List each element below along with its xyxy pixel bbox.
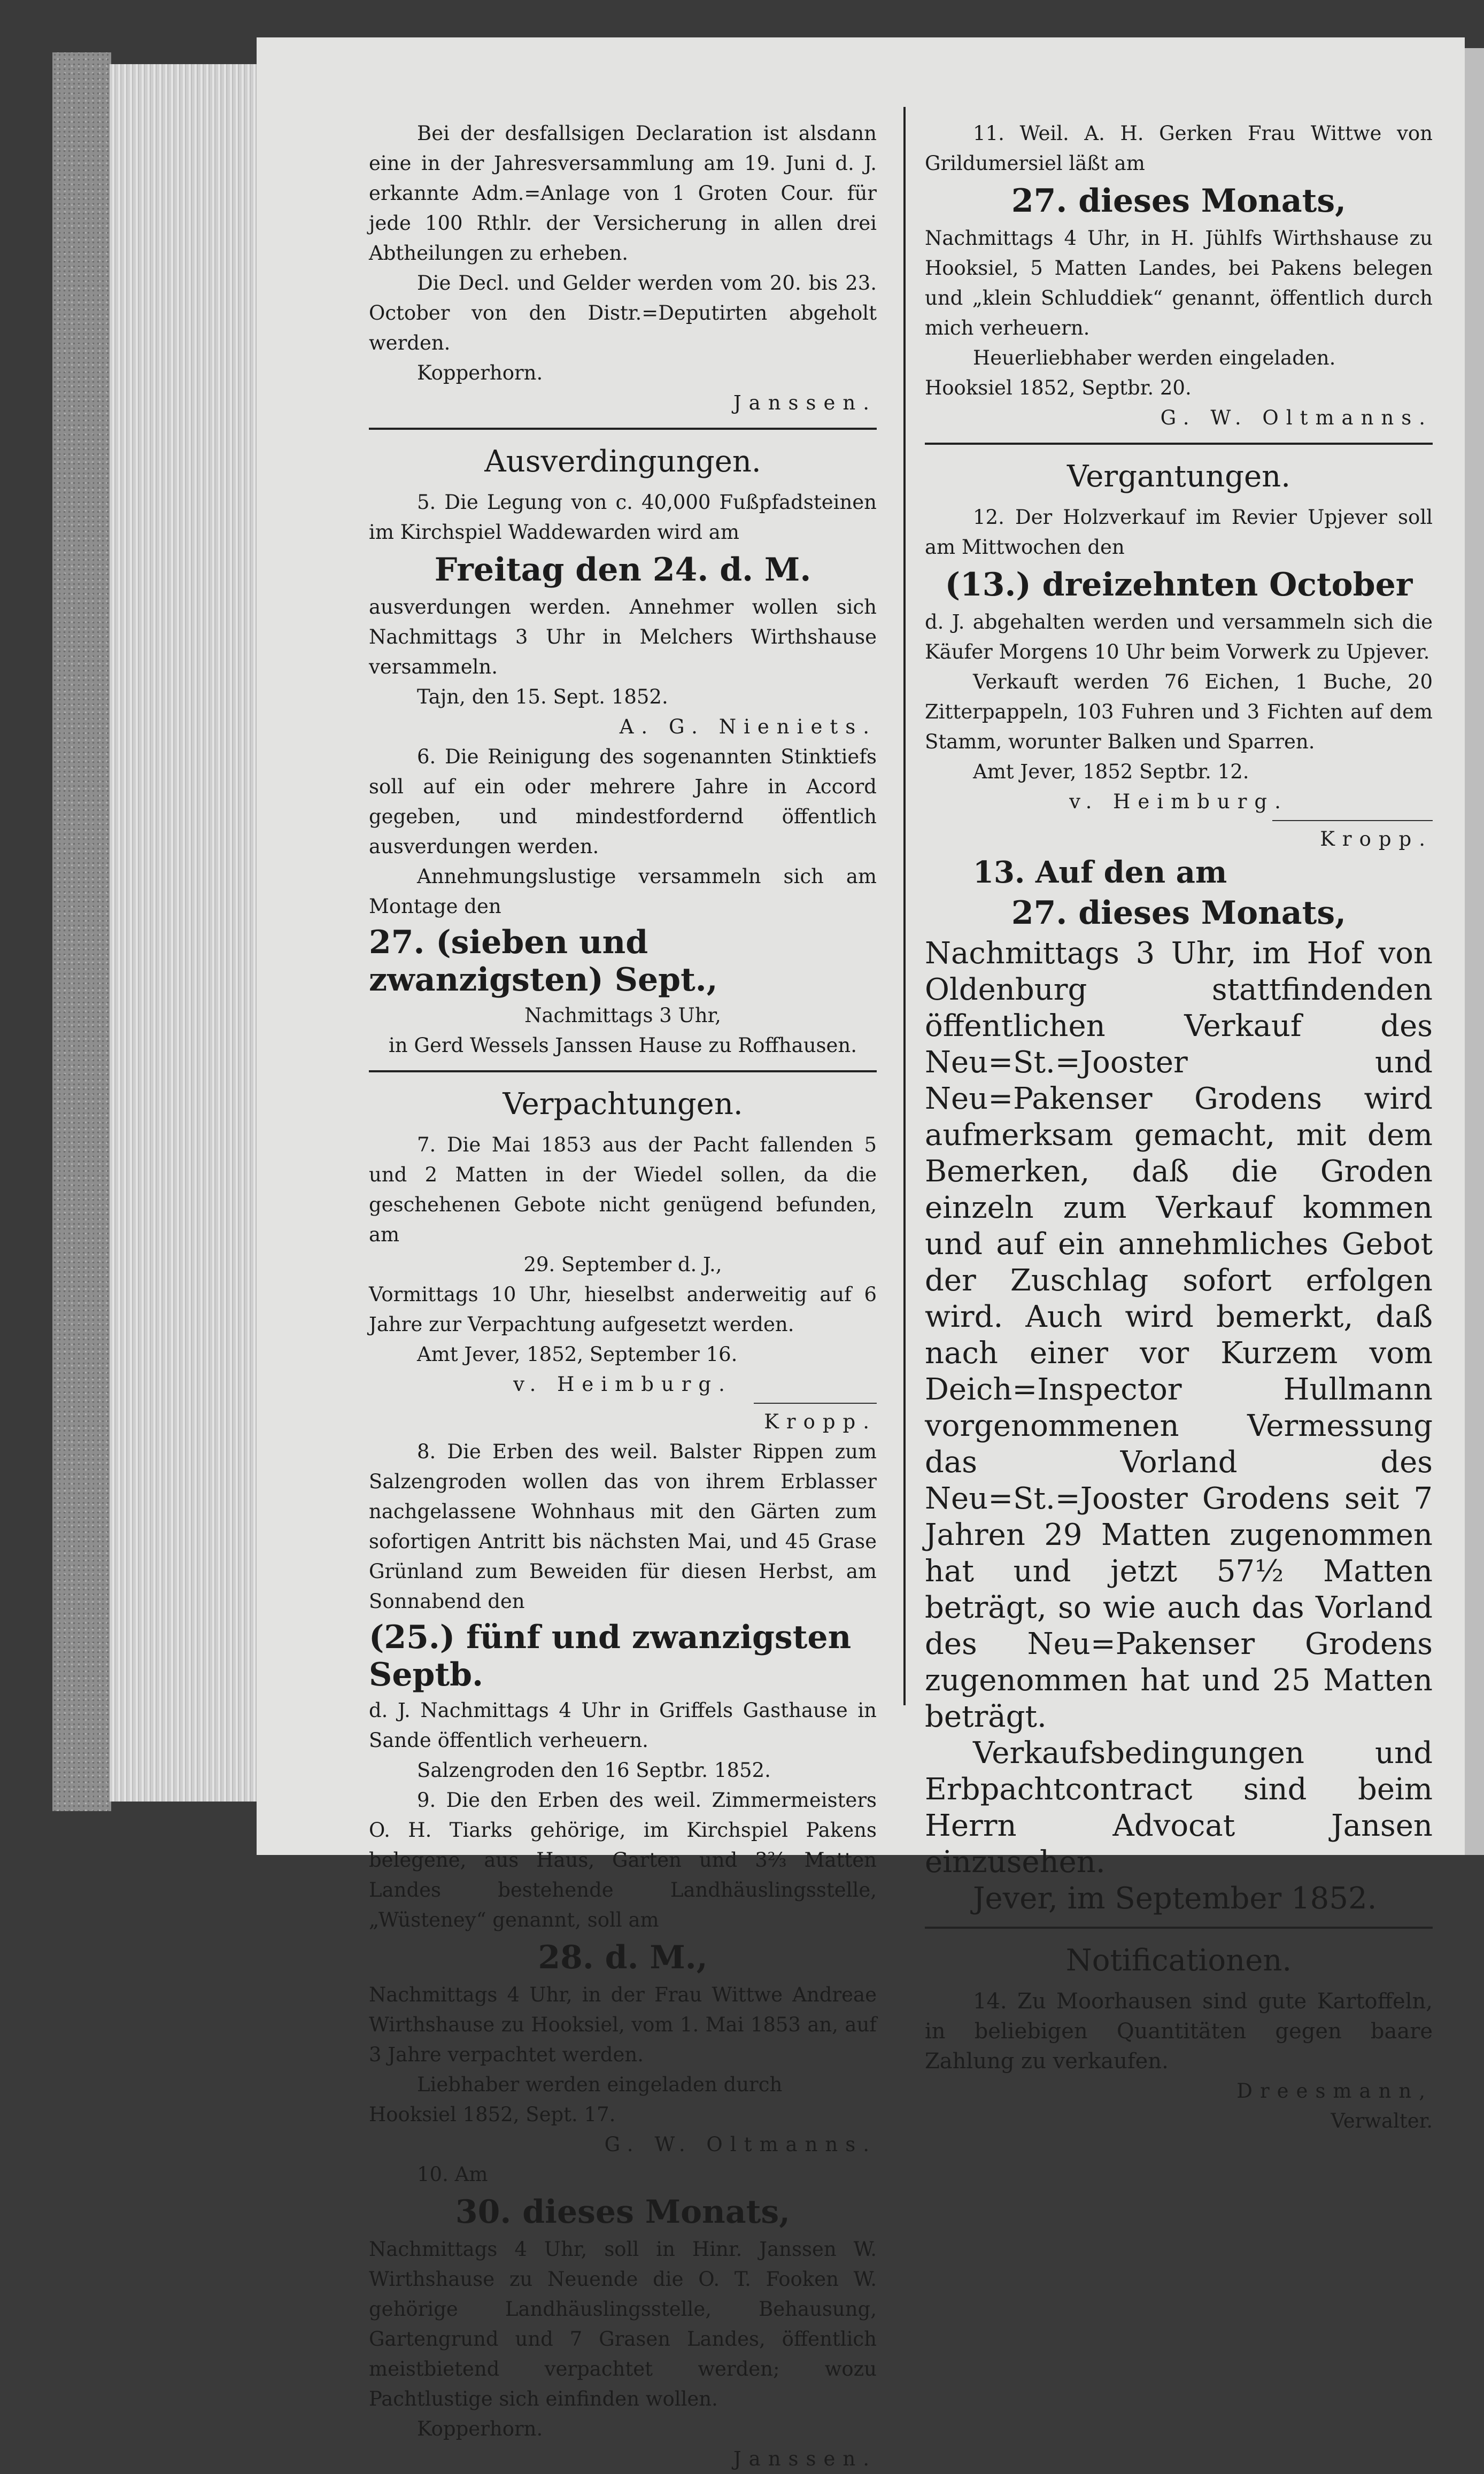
intro-signature: Janssen. (733, 391, 877, 414)
left-column (369, 119, 877, 2474)
notice-13-text-2: Verkaufsbedingungen und Erbpachtcontract sind beim Herrn Advocat Jansen einzusehen. (925, 1736, 1433, 1880)
notice-12-text: 12. Der Holzverkauf im Revier Upjever soll am Mittwochen den (925, 506, 1433, 559)
notice-9-text-3: Liebhaber werden eingeladen durch (417, 2073, 783, 2096)
right-page-edge (1465, 48, 1484, 1855)
notice-6-place: in Gerd Wessels Janssen Hause zu Roffhausen. (388, 1034, 857, 1057)
signature-line (1272, 820, 1433, 821)
notice-11-text-2: Nachmittags 4 Uhr, in H. Jühlfs Wirthshause zu Hooksiel, 5 Matten Landes, bei Pakens belegen und „klein Schluddiek“ genannt, öffentlich durch mich verheuern. (925, 227, 1433, 339)
notice-13-head: 13. Auf den am (973, 855, 1227, 890)
notice-14-text: 14. Zu Moorhausen sind gute Kartoffeln, in beliebigen Quantitäten gegen baare Zahlung zu verkaufen. (925, 1989, 1433, 2074)
notice-7-signature-2: Kropp. (764, 1410, 877, 1433)
notice-12-place: Amt Jever, 1852 Septbr. 12. (973, 760, 1249, 783)
notice-9-date: 28. d. M., (538, 1939, 708, 1976)
notice-10-place: Kopperhorn. (417, 2417, 543, 2440)
intro-place: Kopperhorn. (417, 361, 543, 384)
notice-8-text: 8. Die Erben des weil. Balster Rippen zum Salzengroden wollen das von ihrem Erblasser nachgelassene Wohnhaus mit den Gärten zum sofortigen Antritt bis nächsten Mai, und 45 Grase Grünland zum Beweiden für diesen Herbst, am Sonnabend den (369, 1440, 877, 1613)
notice-11-text: 11. Weil. A. H. Gerken Frau Wittwe von Grildumersiel läßt am (925, 122, 1433, 175)
notice-13-text: Nachmittags 3 Uhr, im Hof von Oldenburg stattfindenden öffentlichen Verkauf des Neu=St.=Jooster und Neu=Pakenser Grodens wird aufmerksam gemacht, mit dem Bemerken, daß die Groden einzeln zum Verkauf kommen und auf ein annehmliches Gebot der Zuschlag sofort erfolgen wird. Auch wird bemerkt, daß nach einer vor Kurzem vom Deich=Inspector Hullmann vorgenommenen Vermessung das Vorland des Neu=St.=Jooster Grodens seit 7 Jahren 29 Matten zugenommen hat und jetzt 57½ Matten beträgt, so wie auch das Vorland des Neu=Pakenser Grodens zugenommen hat und 25 Matten beträgt. (925, 936, 1433, 1734)
notice-6-date: 27. (sieben und zwanzigsten) Sept., (369, 924, 718, 999)
heading-notificationen: Notificationen. (1065, 1943, 1292, 1978)
heading-ausverdingungen: Ausverdingungen. (484, 444, 761, 479)
notice-11-date: 27. dieses Monats, (1011, 182, 1347, 220)
notice-8-date: (25.) fünf und zwanzigsten Septb. (369, 1619, 852, 1694)
section-rule (369, 428, 877, 430)
notice-7-signature: v. Heimburg. (513, 1373, 732, 1396)
notice-13-date: 27. dieses Monats, (1011, 894, 1347, 932)
section-rule (369, 1070, 877, 1072)
intro-text-1: Bei der desfallsigen Declaration ist alsdann eine in der Jahresversammlung am 19. Juni d. J. erkannte Adm.=Anlage von 1 Groten Cour. für jede 100 Rthlr. der Versicherung in allen drei Abtheilungen zu erheben. (369, 122, 877, 265)
signature-line (754, 1403, 877, 1404)
section-rule (925, 1927, 1433, 1929)
notice-11-place: Hooksiel 1852, Septbr. 20. (925, 376, 1192, 399)
notice-9-signature: G. W. Oltmanns. (604, 2133, 877, 2156)
notice-11-signature: G. W. Oltmanns. (1160, 406, 1433, 429)
intro-text-2: Die Decl. und Gelder werden vom 20. bis 23. October von den Distr.=Deputirten abgeholt werden. (369, 272, 877, 354)
section-rule (925, 443, 1433, 445)
notice-5-signature: A. G. Nieniets. (619, 715, 877, 738)
notice-6-text: 6. Die Reinigung des sogenannten Stinktiefs soll auf ein oder mehrere Jahre in Accord gegeben, und mindestfordernd öffentlich ausverdungen werden. (369, 745, 877, 858)
notice-5-text: 5. Die Legung von c. 40,000 Fußpfadsteinen im Kirchspiel Waddewarden wird am (369, 491, 877, 544)
book-cover-edge (52, 52, 111, 1811)
page-stack-edge (110, 64, 270, 1802)
notice-12-text-2: d. J. abgehalten werden und versammeln sich die Käufer Morgens 10 Uhr beim Vorwerk zu Upjever. (925, 610, 1433, 663)
notice-6-time: Nachmittags 3 Uhr, (524, 1004, 721, 1027)
notice-12-signature: v. Heimburg. (1069, 790, 1288, 813)
notice-13-place: Jever, im September 1852. (973, 1881, 1377, 1916)
notice-7-date: 29. September d. J., (523, 1253, 722, 1276)
notice-14-signature: Dreesmann, (1236, 2079, 1433, 2102)
column-divider (903, 107, 906, 1705)
notice-6-text-2: Annehmungslustige versammeln sich am Montage den (369, 865, 877, 918)
notice-10-text: 10. Am (417, 2163, 488, 2186)
notice-12-signature-2: Kropp. (1320, 828, 1433, 851)
notice-12-text-3: Verkauft werden 76 Eichen, 1 Buche, 20 Zitterpappeln, 103 Fuhren und 3 Fichten auf dem Stamm, worunter Balken und Sparren. (925, 670, 1433, 753)
heading-verpachtungen: Verpachtungen. (503, 1087, 743, 1122)
notice-10-text-2: Nachmittags 4 Uhr, soll in Hinr. Janssen W. Wirthshause zu Neuende die O. T. Fooken W. gehörige Landhäuslingsstelle, Behausung, Gartengrund und 7 Grasen Landes, öffentlich meistbietend verpachtet werden; wozu Pachtlustige sich einfinden wollen. (369, 2238, 877, 2410)
notice-10-date: 30. dieses Monats, (455, 2193, 791, 2231)
notice-8-place: Salzengroden den 16 Septbr. 1852. (417, 1759, 771, 1782)
heading-vergantungen: Vergantungen. (1066, 459, 1290, 494)
notice-5-text-2: ausverdungen werden. Annehmer wollen sich Nachmittags 3 Uhr in Melchers Wirthshause versammeln. (369, 596, 877, 678)
right-column (925, 119, 1433, 2136)
notice-5-place: Tajn, den 15. Sept. 1852. (417, 685, 668, 708)
notice-14-signature-2: Verwalter. (1331, 2109, 1433, 2132)
notice-8-text-2: d. J. Nachmittags 4 Uhr in Griffels Gasthause in Sande öffentlich verheuern. (369, 1699, 877, 1752)
notice-5-date: Freitag den 24. d. M. (434, 551, 811, 589)
notice-12-date: (13.) dreizehnten October (945, 566, 1413, 604)
notice-11-text-3: Heuerliebhaber werden eingeladen. (973, 346, 1336, 369)
notice-7-place: Amt Jever, 1852, September 16. (417, 1343, 738, 1366)
notice-7-text-2: Vormittags 10 Uhr, hieselbst anderweitig auf 6 Jahre zur Verpachtung aufgesetzt werden. (369, 1283, 877, 1336)
notice-9-text: 9. Die den Erben des weil. Zimmermeisters O. H. Tiarks gehörige, im Kirchspiel Pakens belegene, aus Haus, Garten und 3⅔ Matten Landes bestehende Landhäuslingsstelle, „Wüsteney“ genannt, soll am (369, 1789, 877, 1931)
notice-10-signature: Janssen. (733, 2447, 877, 2470)
notice-7-text: 7. Die Mai 1853 aus der Pacht fallenden 5 und 2 Matten in der Wiedel sollen, da die geschehenen Gebote nicht genügend befunden, am (369, 1133, 877, 1246)
notice-9-text-2: Nachmittags 4 Uhr, in der Frau Wittwe Andreae Wirthshause zu Hooksiel, vom 1. Mai 1853 an, auf 3 Jahre verpachtet werden. (369, 1983, 877, 2066)
notice-9-place: Hooksiel 1852, Sept. 17. (369, 2103, 616, 2126)
